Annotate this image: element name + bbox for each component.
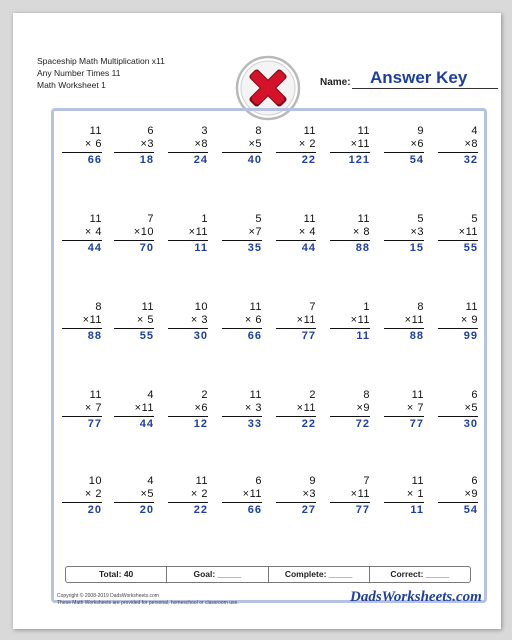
usage-line: These Math Worksheets are provided for personal, homeschool or classroom use. (57, 600, 239, 606)
problem-multiplier: × 4 (84, 226, 102, 238)
problem-answer: 66 (247, 504, 262, 516)
problem (384, 301, 424, 343)
problem-top: 1 (363, 301, 370, 313)
problem (438, 301, 478, 343)
problem-top: 11 (89, 125, 102, 137)
problem-top: 10 (88, 475, 102, 487)
problem (168, 475, 208, 517)
problem-answer: 77 (87, 418, 102, 430)
problem (168, 389, 208, 431)
brand-logo: DadsWorksheets.com (350, 589, 482, 605)
problem-top: 11 (411, 389, 424, 401)
problem-top: 9 (417, 125, 424, 137)
problem-top: 11 (357, 213, 370, 225)
problem-answer: 24 (193, 154, 208, 166)
problem-multiplier: × 5 (136, 314, 154, 326)
problems-box (51, 108, 487, 603)
goal-cell: Goal: _____ (167, 567, 268, 582)
problem-answer: 20 (139, 504, 154, 516)
problem-top: 9 (309, 475, 316, 487)
problem (168, 125, 208, 167)
problem (330, 125, 370, 167)
problem-top: 7 (363, 475, 370, 487)
problem-answer: 66 (87, 154, 102, 166)
problem-multiplier: × 3 (190, 314, 208, 326)
problem-answer: 30 (193, 330, 208, 342)
problem-multiplier: ×5 (140, 488, 154, 500)
problem-multiplier: ×11 (350, 314, 370, 326)
problem (62, 389, 102, 431)
problem-multiplier: ×11 (350, 488, 370, 500)
problem (222, 475, 262, 517)
problem (276, 213, 316, 255)
problem (438, 389, 478, 431)
problem-answer: 22 (193, 504, 208, 516)
problem (62, 213, 102, 255)
problem-answer: 20 (87, 504, 102, 516)
problem (384, 213, 424, 255)
problem (384, 475, 424, 517)
problem (114, 475, 154, 517)
copyright-line: Copyright © 2008-2019 DadsWorksheets.com (57, 593, 159, 599)
problem-answer: 77 (355, 504, 370, 516)
problem-multiplier: ×3 (302, 488, 316, 500)
problem-top: 2 (309, 389, 316, 401)
problem (438, 213, 478, 255)
correct-cell: Correct: _____ (390, 569, 450, 579)
problem-multiplier: ×5 (248, 138, 262, 150)
problem-multiplier: ×9 (464, 488, 478, 500)
problem-top: 11 (411, 475, 424, 487)
problem-answer: 35 (247, 242, 262, 254)
problem-multiplier: ×6 (410, 138, 424, 150)
problem-top: 5 (255, 213, 262, 225)
problem-answer: 88 (87, 330, 102, 342)
problem-top: 4 (471, 125, 478, 137)
problem-answer: 44 (87, 242, 102, 254)
problem-multiplier: ×10 (133, 226, 154, 238)
problem-multiplier: ×11 (188, 226, 208, 238)
problem-top: 11 (303, 213, 316, 225)
problem-multiplier: × 9 (460, 314, 478, 326)
problem-answer: 66 (247, 330, 262, 342)
problem-top: 11 (303, 125, 316, 137)
problem-multiplier: ×3 (410, 226, 424, 238)
problem (114, 213, 154, 255)
problem-answer: 44 (139, 418, 154, 430)
problem (62, 301, 102, 343)
problem (222, 213, 262, 255)
problem-multiplier: ×11 (404, 314, 424, 326)
problem-top: 8 (363, 389, 370, 401)
problem-multiplier: ×8 (464, 138, 478, 150)
problem-top: 7 (147, 213, 154, 225)
name-label: Name: (320, 77, 351, 88)
problem-answer: 54 (409, 154, 424, 166)
problem-answer: 72 (355, 418, 370, 430)
problem-top: 8 (95, 301, 102, 313)
score-bar (65, 566, 471, 583)
name-line (352, 88, 498, 89)
name-area (320, 68, 500, 90)
problem-multiplier: ×11 (242, 488, 262, 500)
problem (330, 213, 370, 255)
problem-top: 11 (89, 389, 102, 401)
problem (222, 125, 262, 167)
worksheet-number: Math Worksheet 1 (37, 80, 106, 90)
problem-multiplier: × 1 (406, 488, 424, 500)
problem (330, 301, 370, 343)
problem-top: 6 (471, 475, 478, 487)
problem-multiplier: × 8 (352, 226, 370, 238)
problem-answer: 55 (463, 242, 478, 254)
problem-answer: 88 (355, 242, 370, 254)
problem (438, 475, 478, 517)
problem-top: 11 (249, 301, 262, 313)
problem-top: 11 (357, 125, 370, 137)
problem-multiplier: ×11 (350, 138, 370, 150)
problem-multiplier: ×11 (296, 402, 316, 414)
problem-multiplier: × 2 (84, 488, 102, 500)
problem-multiplier: ×8 (194, 138, 208, 150)
problem (330, 475, 370, 517)
problem-answer: 99 (463, 330, 478, 342)
problem-answer: 44 (301, 242, 316, 254)
header-block (37, 55, 165, 91)
worksheet-title: Spaceship Math Multiplication x11 (37, 56, 165, 66)
problem-answer: 18 (139, 154, 154, 166)
problem-answer: 27 (301, 504, 316, 516)
problem-answer: 11 (410, 504, 424, 516)
answer-key-label: Answer Key (370, 68, 468, 87)
problem-answer: 11 (194, 242, 208, 254)
problem-top: 5 (417, 213, 424, 225)
problem (276, 301, 316, 343)
problem-multiplier: ×7 (248, 226, 262, 238)
problem-answer: 30 (463, 418, 478, 430)
copyright (57, 593, 239, 607)
problem-top: 11 (89, 213, 102, 225)
problem-answer: 22 (301, 154, 316, 166)
problem-multiplier: ×3 (140, 138, 154, 150)
problem-answer: 70 (139, 242, 154, 254)
problem-multiplier: × 6 (244, 314, 262, 326)
problem-answer: 55 (139, 330, 154, 342)
problem (276, 389, 316, 431)
problem-top: 11 (195, 475, 208, 487)
worksheet-page (13, 13, 501, 629)
problem-top: 7 (309, 301, 316, 313)
problem (384, 389, 424, 431)
problem-answer: 77 (409, 418, 424, 430)
problem-multiplier: ×5 (464, 402, 478, 414)
problem (222, 389, 262, 431)
problem (276, 125, 316, 167)
problem (114, 301, 154, 343)
problem-answer: 32 (463, 154, 478, 166)
problem-multiplier: × 4 (298, 226, 316, 238)
problem-multiplier: ×11 (458, 226, 478, 238)
problem (168, 213, 208, 255)
problem (330, 389, 370, 431)
problem-answer: 22 (301, 418, 316, 430)
problem-multiplier: ×11 (134, 402, 154, 414)
worksheet-subtitle: Any Number Times 11 (37, 68, 121, 78)
problem-answer: 15 (409, 242, 424, 254)
problem-top: 4 (147, 389, 154, 401)
problem-answer: 33 (247, 418, 262, 430)
total-cell: Total: 40 (66, 567, 167, 582)
problem (276, 475, 316, 517)
problem-top: 5 (471, 213, 478, 225)
problem-top: 6 (147, 125, 154, 137)
problem-top: 8 (255, 125, 262, 137)
problem-top: 11 (465, 301, 478, 313)
problem-multiplier: ×11 (296, 314, 316, 326)
problem (114, 125, 154, 167)
problem-top: 11 (141, 301, 154, 313)
problem (62, 125, 102, 167)
problem-top: 1 (201, 213, 208, 225)
problem (384, 125, 424, 167)
problem-multiplier: × 3 (244, 402, 262, 414)
problem (168, 301, 208, 343)
problem (222, 301, 262, 343)
problem-top: 6 (255, 475, 262, 487)
problem-answer: 12 (193, 418, 208, 430)
problem-answer: 54 (463, 504, 478, 516)
problem (114, 389, 154, 431)
problem-answer: 77 (301, 330, 316, 342)
problem-answer: 88 (409, 330, 424, 342)
problem (62, 475, 102, 517)
problem-multiplier: × 2 (298, 138, 316, 150)
problem-answer: 121 (348, 154, 370, 166)
problem-answer: 11 (356, 330, 370, 342)
problem-top: 3 (201, 125, 208, 137)
problem-top: 6 (471, 389, 478, 401)
problem-multiplier: ×11 (82, 314, 102, 326)
problem-top: 8 (417, 301, 424, 313)
problem-multiplier: × 2 (190, 488, 208, 500)
problem-top: 11 (249, 389, 262, 401)
problem-top: 4 (147, 475, 154, 487)
problem-answer: 40 (247, 154, 262, 166)
problem-multiplier: × 7 (84, 402, 102, 414)
problem-multiplier: × 6 (84, 138, 102, 150)
complete-cell: Complete: _____ (269, 567, 370, 582)
problem-top: 10 (194, 301, 208, 313)
problem-multiplier: × 7 (406, 402, 424, 414)
problem-top: 2 (201, 389, 208, 401)
problem-multiplier: ×6 (194, 402, 208, 414)
problem-multiplier: ×9 (356, 402, 370, 414)
problem (438, 125, 478, 167)
